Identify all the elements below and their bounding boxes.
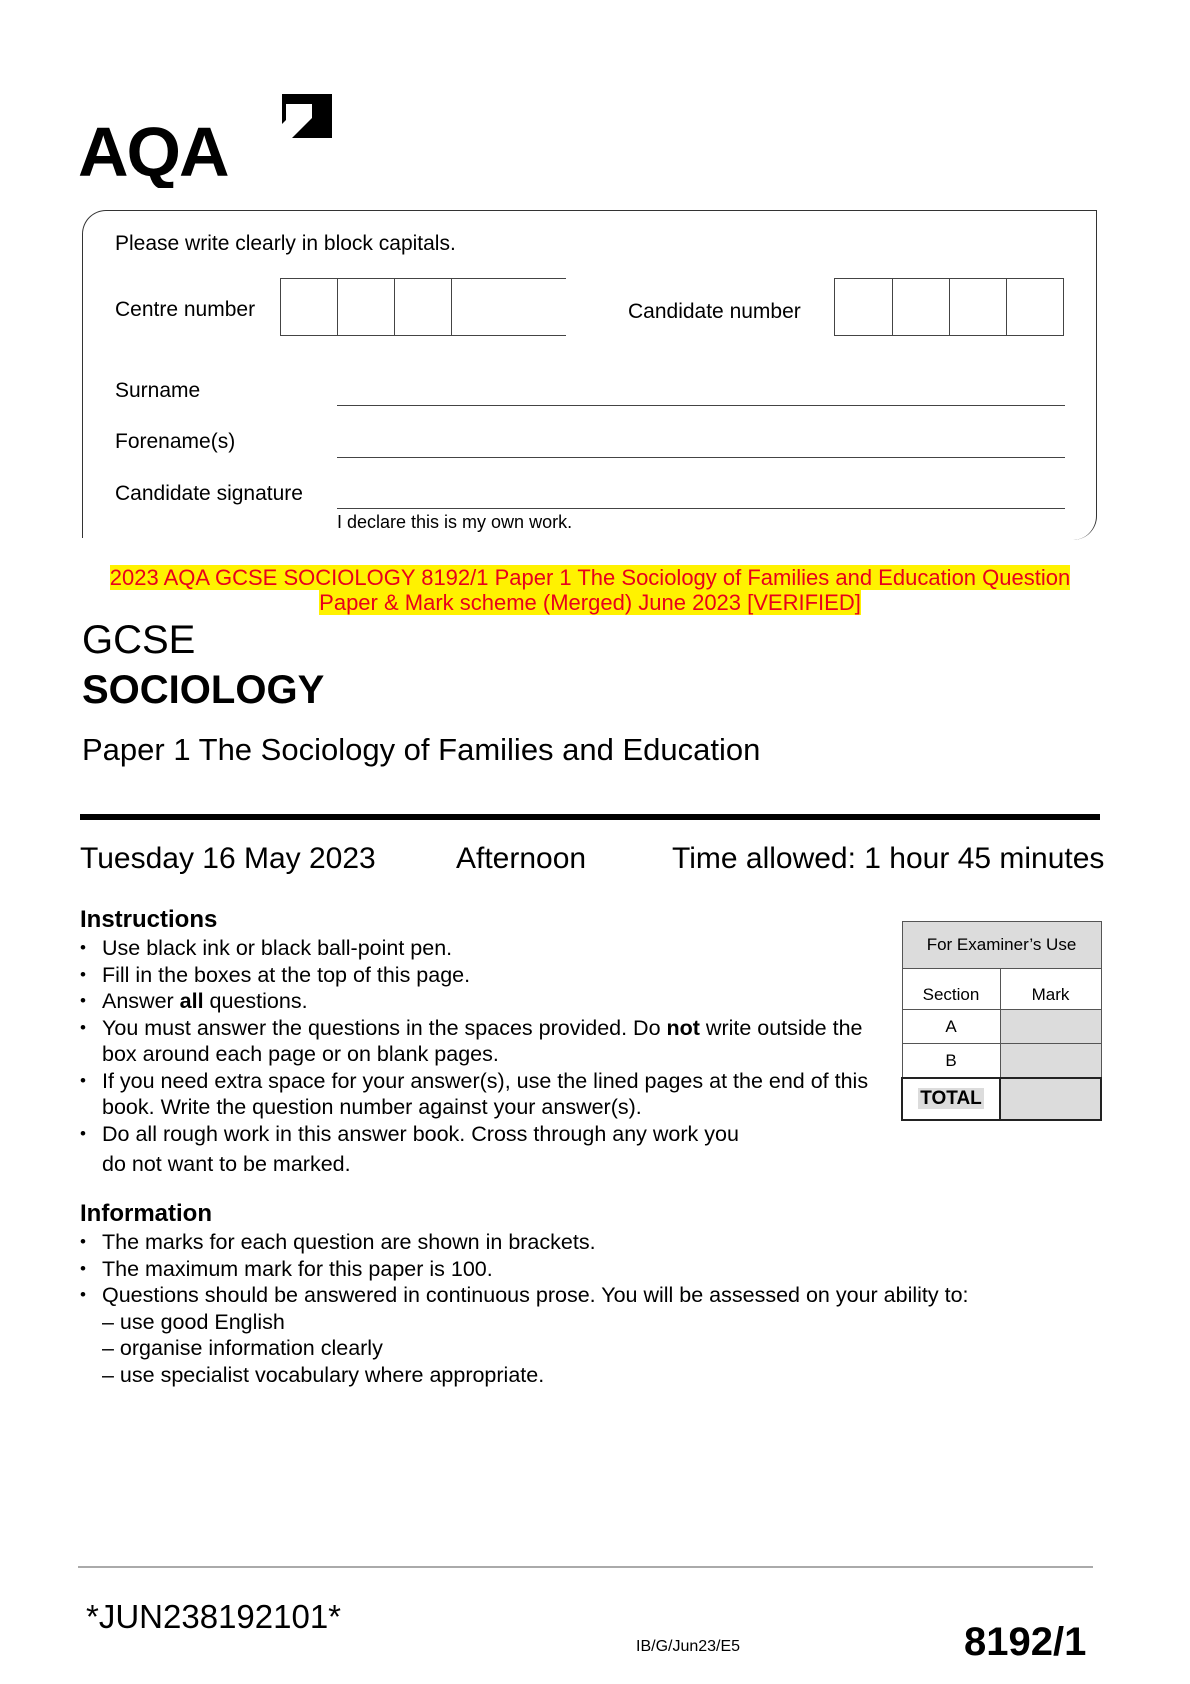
banner-line-2: Paper & Mark scheme (Merged) June 2023 [VERIFIED] (319, 590, 861, 615)
information-heading: Information (80, 1200, 212, 1227)
information-section (80, 1200, 1090, 1388)
list-item: • Questions should be answered in continuous prose. You will be assessed on your ability to: (80, 1282, 1090, 1309)
exam-session: Afternoon (456, 842, 587, 875)
instructions-section (80, 906, 870, 1178)
sub-list-item: – organise information clearly (102, 1336, 383, 1360)
instructions-heading: Instructions (80, 906, 218, 933)
centre-number-box[interactable] (451, 279, 566, 335)
block-capitals-instruction: Please write clearly in block capitals. (115, 232, 456, 255)
list-item: • If you need extra space for your answer(s), use the lined pages at the end of this book. Write the question number against your answer(s). (80, 1068, 870, 1121)
centre-number-box[interactable] (280, 279, 337, 335)
list-item: • Answer all questions. (80, 988, 870, 1015)
section-a-mark (1000, 1010, 1101, 1044)
centre-number-box[interactable] (337, 279, 394, 335)
title-divider (80, 814, 1100, 820)
list-item: • The maximum mark for this paper is 100. (80, 1256, 1090, 1283)
logo-text: AQA (78, 113, 228, 188)
paper-code: 8192/1 (964, 1620, 1087, 1664)
list-item: • The marks for each question are shown in brackets. (80, 1229, 1090, 1256)
document-banner (90, 565, 1090, 615)
candidate-number-box[interactable] (892, 279, 949, 335)
aqa-logo-graphic (78, 88, 348, 188)
signature-field[interactable] (337, 508, 1065, 509)
candidate-number-label: Candidate number (628, 300, 801, 323)
footer-divider (78, 1566, 1093, 1568)
section-b-label: B (902, 1044, 1000, 1079)
total-mark (1000, 1078, 1101, 1120)
candidate-number-boxes[interactable] (834, 278, 1064, 336)
list-item: • Use black ink or black ball-point pen. (80, 935, 870, 962)
candidate-number-box[interactable] (1006, 279, 1064, 335)
section-column-header: Section (902, 969, 1000, 1010)
centre-number-label: Centre number (115, 298, 256, 321)
mark-column-header: Mark (1000, 969, 1101, 1010)
signature-label: Candidate signature (115, 482, 303, 505)
surname-label: Surname (115, 379, 201, 402)
candidate-number-box[interactable] (834, 279, 892, 335)
sub-list-item: – use good English (102, 1309, 285, 1334)
forenames-label: Forename(s) (115, 430, 236, 453)
section-b-mark (1000, 1044, 1101, 1079)
list-item: • Fill in the boxes at the top of this page. (80, 962, 870, 989)
section-a-label: A (902, 1010, 1000, 1044)
paper-title: Paper 1 The Sociology of Families and Education (82, 732, 761, 767)
sub-list-item: – use specialist vocabulary where appropriate. (102, 1362, 545, 1387)
total-label: TOTAL (902, 1078, 1000, 1120)
logo-tick-mark (282, 94, 332, 138)
candidate-number-box[interactable] (949, 279, 1006, 335)
information-list (80, 1229, 1090, 1309)
forenames-field[interactable] (337, 457, 1065, 458)
centre-number-box[interactable] (394, 279, 451, 335)
instructions-list (80, 935, 870, 1178)
subject-title: SOCIOLOGY (82, 668, 325, 712)
centre-number-boxes[interactable] (280, 278, 566, 336)
qualification-title: GCSE (82, 618, 196, 662)
list-item: • Do all rough work in this answer book. Cross through any work you do not want to be marked. (80, 1121, 870, 1178)
exam-date: Tuesday 16 May 2023 (80, 842, 376, 875)
declaration-text: I declare this is my own work. (337, 512, 573, 532)
time-allowed: Time allowed: 1 hour 45 minutes (672, 842, 1105, 875)
banner-line-1: 2023 AQA GCSE SOCIOLOGY 8192/1 Paper 1 The Sociology of Families and Education Question (109, 565, 1071, 590)
list-item: • You must answer the questions in the spaces provided. Do not write outside the box around each page or on blank pages. (80, 1015, 870, 1068)
aqa-logo (78, 88, 348, 188)
surname-field[interactable] (337, 405, 1065, 406)
barcode-text: *JUN238192101* (86, 1598, 342, 1635)
examiner-table-title: For Examiner’s Use (902, 922, 1101, 969)
reference-code: IB/G/Jun23/E5 (636, 1638, 741, 1655)
examiner-use-table (901, 921, 1102, 1121)
